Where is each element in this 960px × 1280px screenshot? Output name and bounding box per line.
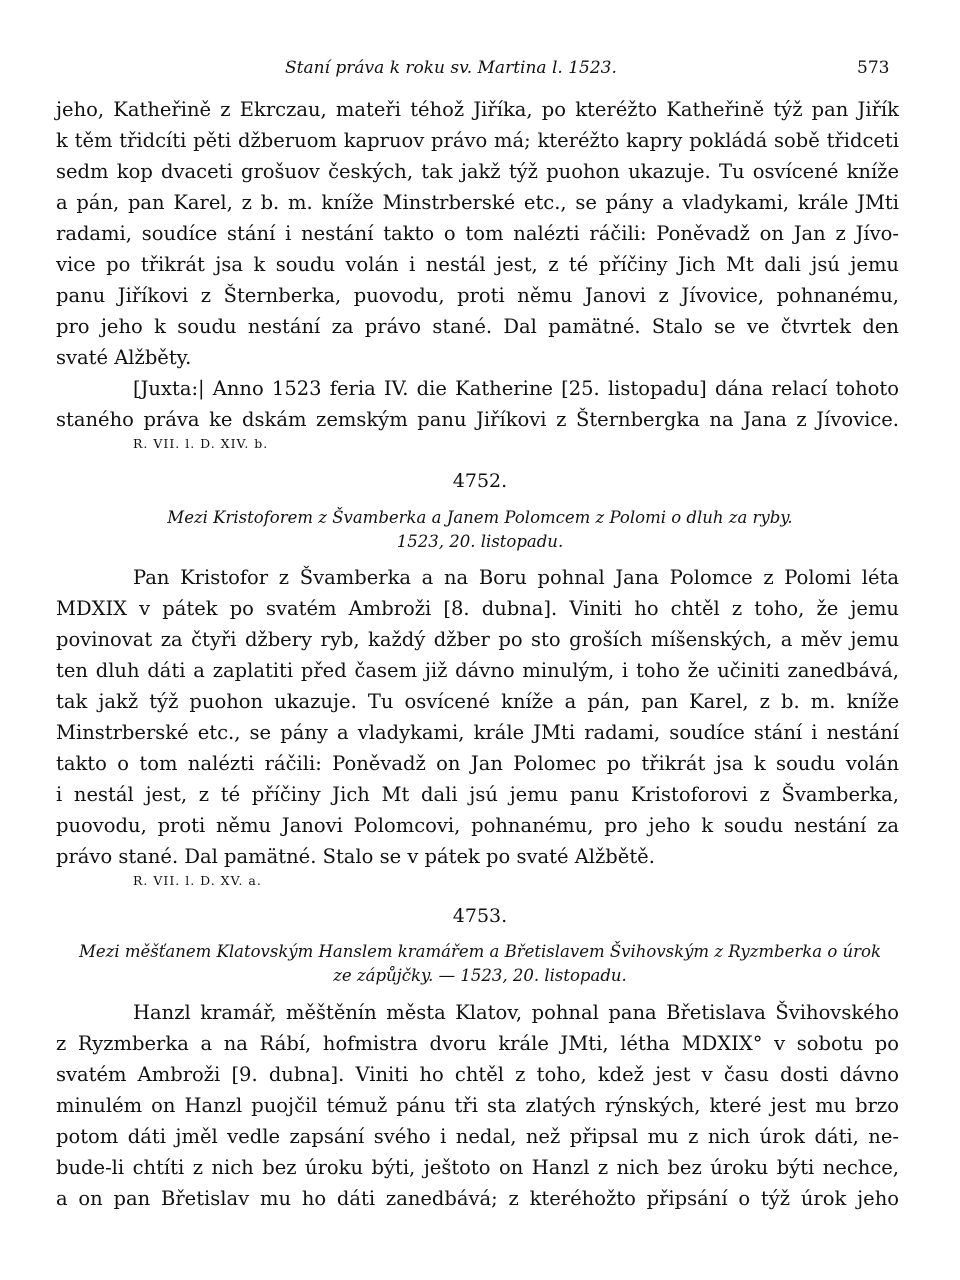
text-line: Pan Kristofor z Švamberka a na Boru pohnal Jana Polomce z Polomi léta <box>133 566 899 589</box>
entry-heading-date: 1523, 20. listopadu. <box>396 532 564 551</box>
text-line: Hanzl kramář, měštěnín města Klatov, pohnal pana Břetislava Švihovského <box>133 1001 899 1024</box>
text-line: pro jeho k soudu nestání za právo stané. Dal pamätné. Stalo se ve čtvrtek den <box>56 315 899 338</box>
text-line: minulém on Hanzl puojčil témuž pánu tři sta zlatých rýnských, které jest mu brzo <box>56 1094 899 1117</box>
page-number: 573 <box>857 58 890 78</box>
text-line: puovodu, proti němu Janovi Polomcovi, pohnanému, pro jeho k soudu nestání za <box>56 814 899 837</box>
text-line: tak jakž týž puohon ukazuje. Tu osvícené kníže a pán, pan Karel, z b. m. kníže <box>56 690 899 713</box>
archive-signature: R. VII. l. D. XIV. b. <box>133 436 269 451</box>
text-line: jeho, Katheřině z Ekrczau, mateři téhož Jiříka, po kteréžto Katheřině týž pan Jiřík <box>56 98 899 121</box>
running-title: Staní práva k roku sv. Martina l. 1523. <box>285 58 617 78</box>
entry-heading: Mezi měšťanem Klatovským Hanslem kramářem a Břetislavem Švihovským z Ryzmberka o úrok <box>79 942 881 961</box>
text-line: takto o tom nalézti ráčili: Poněvadž on Jan Polomec po třikrát jsa k soudu volán <box>56 752 899 775</box>
text-line: z Ryzmberka a na Rábí, hofmistra dvoru krále JMti, létha MDXIX° v sobotu po <box>56 1032 899 1055</box>
entry-number: 4753. <box>452 905 508 927</box>
text-line: k těm třidcíti pěti džberuom kapruov právo má; kteréžto kapry pokládá sobě třidceti <box>56 129 899 152</box>
text-line: radami, soudíce stání i nestání takto o tom nalézti ráčili: Poněvadž on Jan z Jívo- <box>56 222 899 245</box>
text-line: panu Jiříkovi z Šternberka, puovodu, proti němu Janovi z Jívovice, pohnanému, <box>56 284 899 307</box>
entry-number: 4752. <box>452 470 508 492</box>
text-line: vice po třikrát jsa k soudu volán i nestál jest, z té příčiny Jich Mt dali jsú jemu <box>56 253 899 276</box>
entry-heading-date: ze zápůjčky. — 1523, 20. listopadu. <box>333 966 627 985</box>
text-line: svatém Ambroži [9. dubna]. Viniti ho chtěl z toho, kdež jest v času dosti dávno <box>56 1063 899 1086</box>
note-line: [Juxta:| Anno 1523 feria IV. die Katherine [25. listopadu] dána relací tohoto <box>133 377 899 400</box>
archive-signature: R. VII. l. D. XV. a. <box>133 873 262 888</box>
entry-heading: Mezi Kristoforem z Švamberka a Janem Polomcem z Polomi o dluh za ryby. <box>167 508 793 527</box>
text-line: a pán, pan Karel, z b. m. kníže Minstrberské etc., se pány a vladykami, krále JMti <box>56 191 899 214</box>
text-line: potom dáti jměl vedle zapsání svého i nedal, než připsal mu z nich úrok dáti, ne- <box>56 1125 899 1148</box>
text-line: Minstrberské etc., se pány a vladykami, krále JMti radami, soudíce stání i nestání <box>56 721 899 744</box>
running-head <box>0 58 960 82</box>
text-line: sedm kop dvaceti grošuov českých, tak jakž týž puohon ukazuje. Tu osvícené kníže <box>56 160 899 183</box>
text-line: ten dluh dáti a zaplatiti před časem již dávno minulým, i toho že učiniti zanedbává, <box>56 659 899 682</box>
text-line: a on pan Břetislav mu ho dáti zanedbává; z kteréhožto připsání o týž úrok jeho <box>56 1187 899 1210</box>
note-line: staného práva ke dskám zemským panu Jiříkovi z Šternbergka na Jana z Jívovice. <box>56 408 899 431</box>
text-line: i nestál jest, z té příčiny Jich Mt dali jsú jemu panu Kristoforovi z Švamberka, <box>56 783 899 806</box>
text-line: povinovat za čtyři džbery ryb, každý džber po sto groších míšenských, a měv jemu <box>56 628 899 651</box>
text-line: svaté Alžběty. <box>56 346 192 369</box>
text-line: právo stané. Dal pamätné. Stalo se v pátek po svaté Alžbětě. <box>56 845 655 868</box>
text-line: bude-li chtíti z nich bez úroku býti, ještoto on Hanzl z nich bez úroku býti nechce, <box>56 1156 899 1179</box>
text-line: MDXIX v pátek po svatém Ambroži [8. dubna]. Viniti ho chtěl z toho, že jemu <box>56 597 899 620</box>
